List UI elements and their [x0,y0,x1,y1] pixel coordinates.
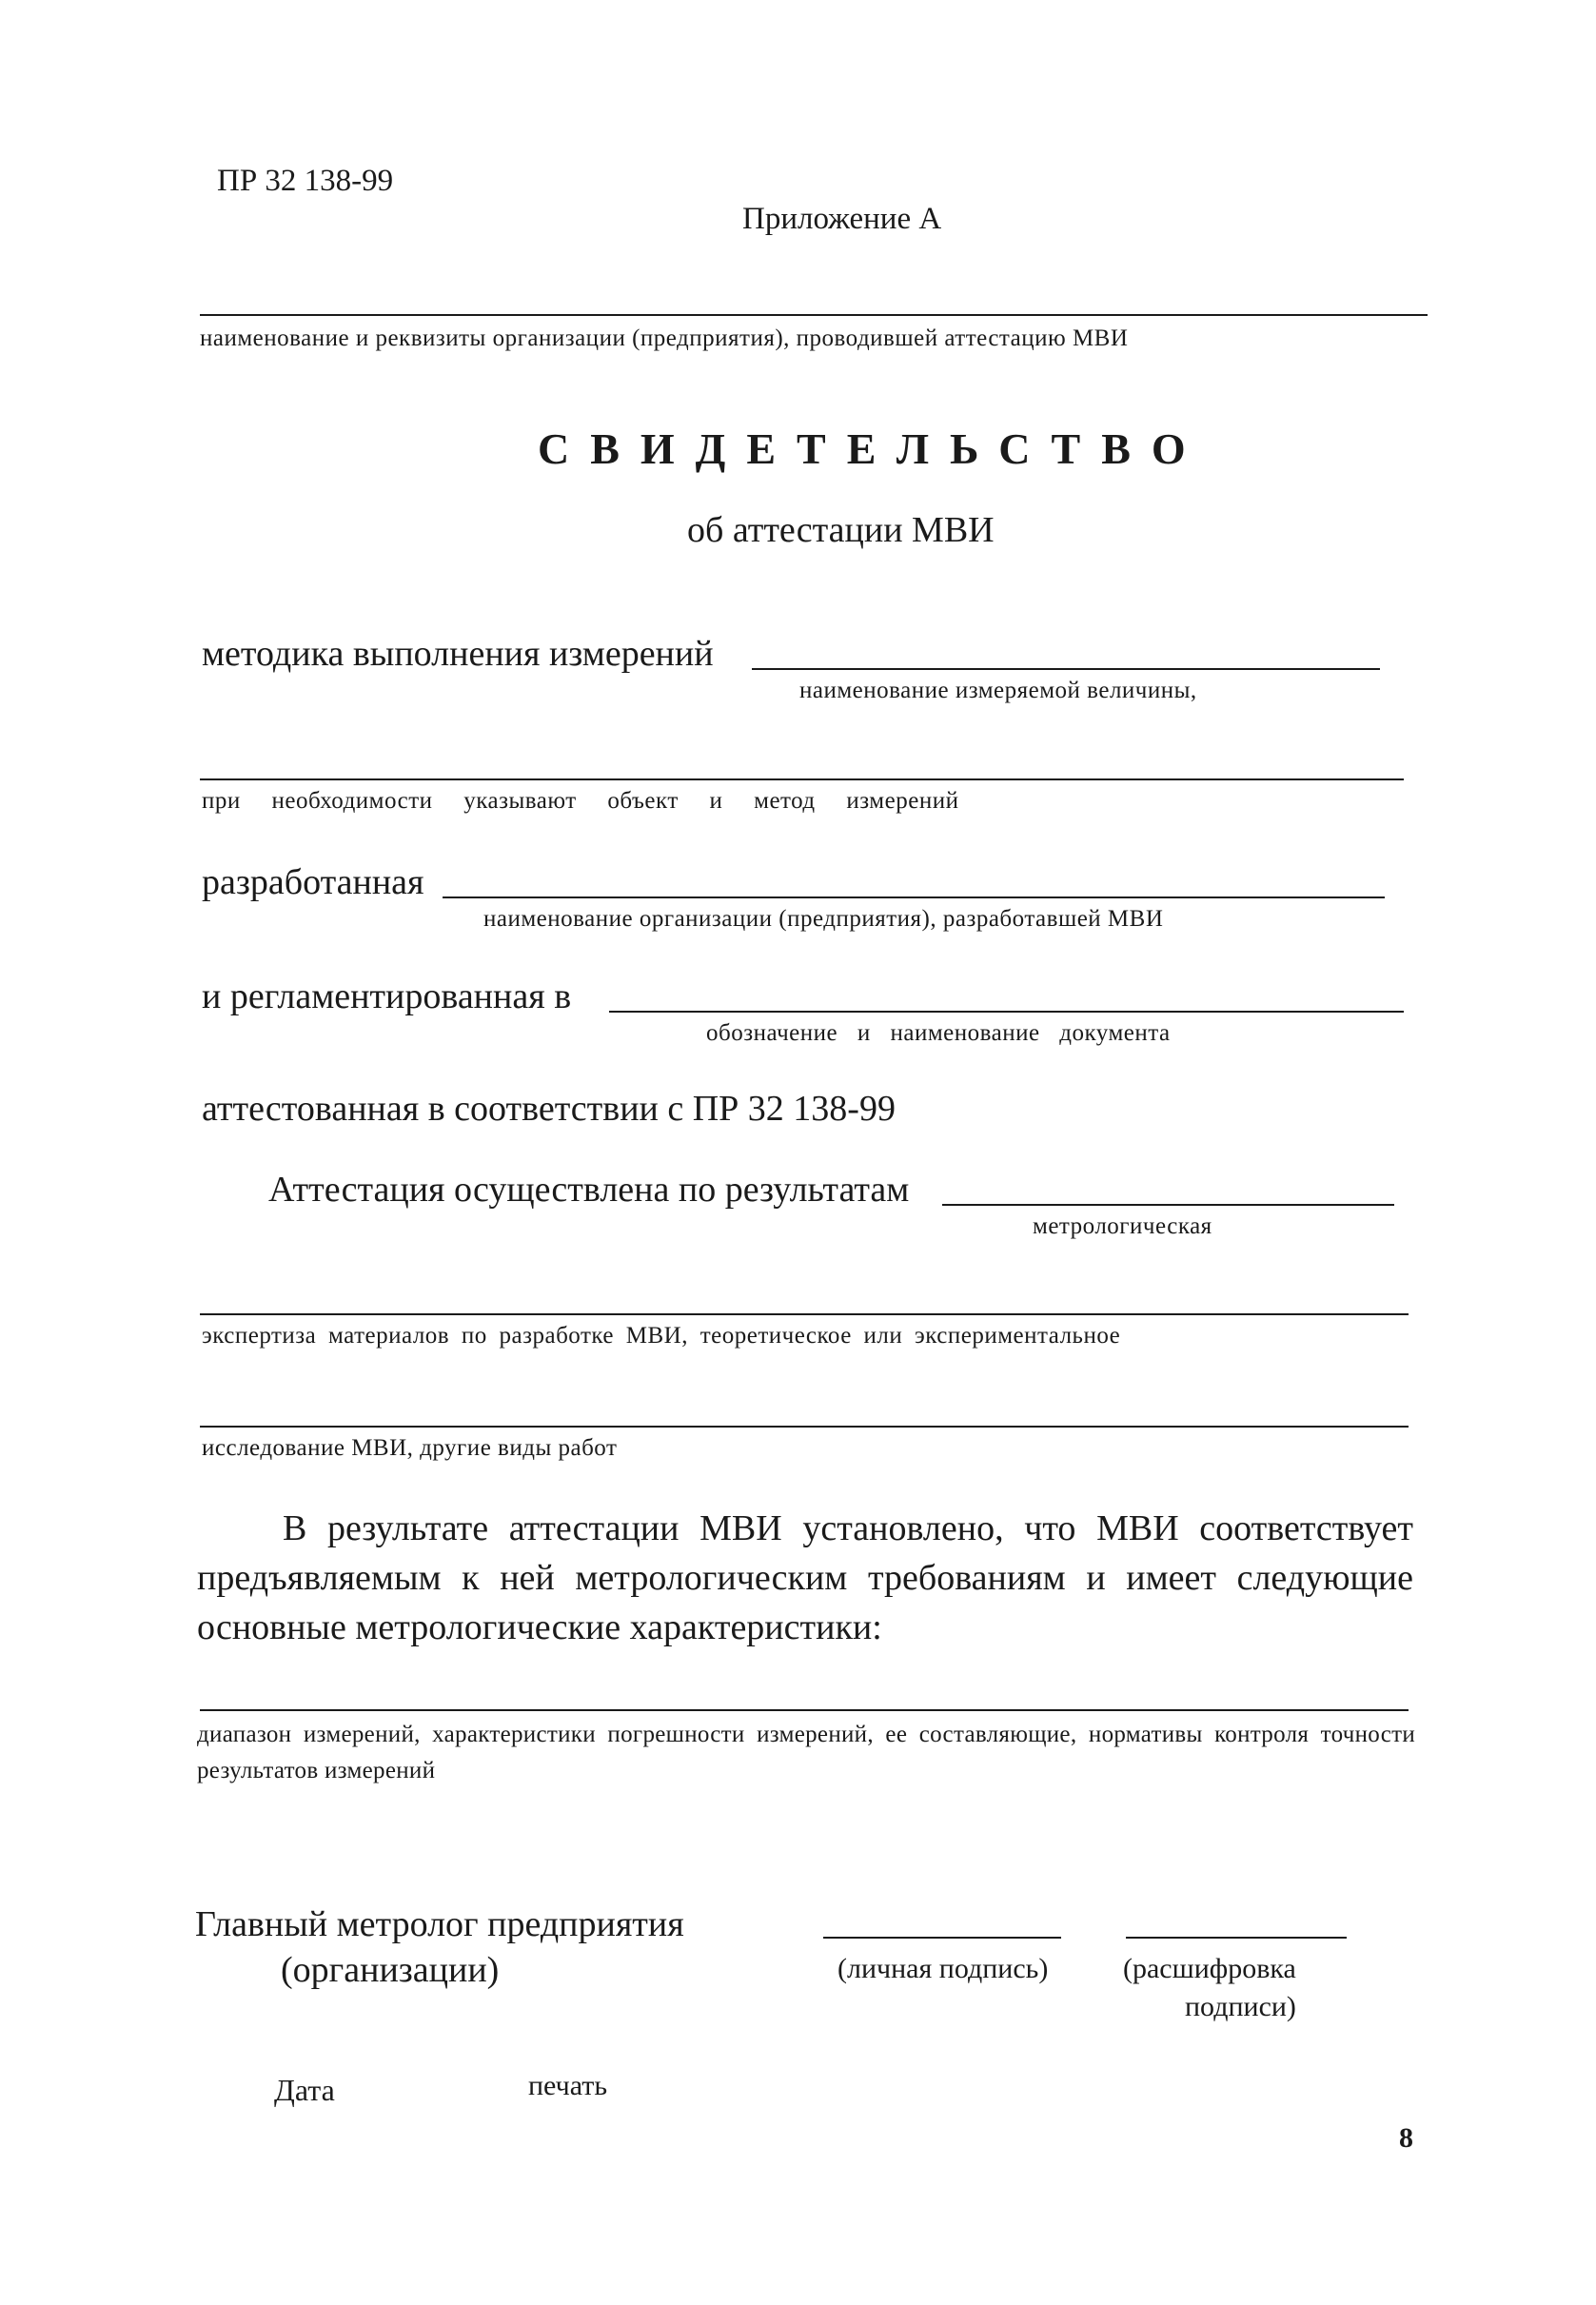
regulated-caption: обозначение и наименование документа [706,1020,1171,1046]
signature-decode-caption-1: (расшифровка [1123,1953,1296,1984]
organization-caption: наименование и реквизиты организации (предприятия), проводившей аттестацию МВИ [200,325,1129,351]
document-code: ПР 32 138-99 [217,164,394,198]
method-label: методика выполнения измерений [202,634,714,674]
document-title: СВИДЕТЕЛЬСТВО [538,424,1207,473]
attestation-line [942,1204,1394,1206]
signatory-organization: (организации) [281,1950,500,1990]
attestation-caption-3: исследование МВИ, другие виды работ [202,1435,618,1461]
regulated-label: и регламентированная в [202,976,572,1016]
signature-decode-caption-2: подписи) [1185,1991,1296,2022]
attestation-caption-2: экспертиза материалов по разработке МВИ, теоретическое или экспериментальное [202,1323,1121,1349]
date-label: Дата [274,2073,335,2107]
signature-decode-line [1126,1937,1347,1939]
method-line [752,668,1380,670]
signatory-role: Главный метролог предприятия [195,1904,684,1944]
developed-line [443,896,1385,898]
attestation-line-3 [200,1426,1409,1428]
appendix-label: Приложение А [742,202,942,236]
personal-signature-line [823,1937,1061,1939]
developed-label: разработанная [202,862,424,902]
method-caption: наименование измеряемой величины, [799,678,1197,703]
characteristics-caption: диапазон измерений, характеристики погрешности измерений, ее составляющие, нормативы контроля точности результатов измерений [197,1722,1415,1783]
page-number: 8 [1399,2122,1413,2154]
attestation-caption: метрологическая [1033,1213,1212,1239]
organization-line [200,314,1428,316]
method-caption-2: при необходимости указывают объект и метод измерений [202,788,959,814]
result-paragraph: В результате аттестации МВИ установлено, что МВИ соответствует предъявляемым к ней метрологическим требованиям и имеет следующие основные метрологические характеристики: [197,1508,1413,1647]
certified-line: аттестованная в соответствии с ПР 32 138-99 [202,1089,896,1129]
developed-caption: наименование организации (предприятия), разработавшей МВИ [483,906,1164,932]
attestation-line-2 [200,1313,1409,1315]
document-subtitle: об аттестации МВИ [687,510,995,550]
regulated-line [609,1011,1404,1013]
personal-signature-caption: (личная подпись) [837,1953,1049,1984]
stamp-label: печать [528,2070,608,2101]
method-line-2 [200,778,1404,780]
characteristics-line [200,1709,1409,1711]
attestation-label: Аттестация осуществлена по результатам [268,1170,910,1210]
